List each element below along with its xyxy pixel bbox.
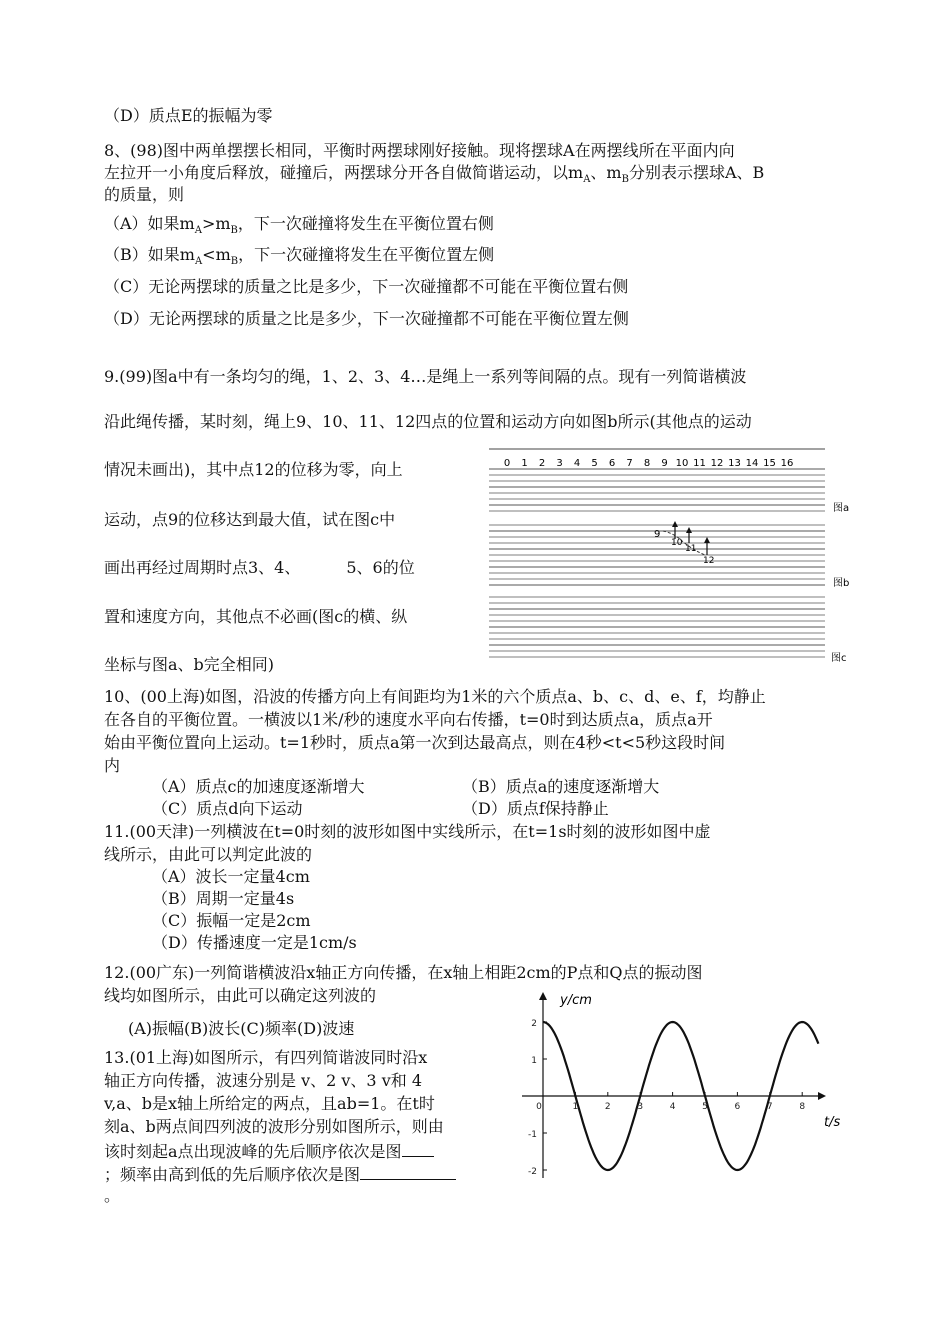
q11-option-a: （A）波长一定量4cm <box>152 867 310 886</box>
x-tick-label: 7 <box>766 1102 773 1112</box>
q10-option-d: （D）质点f保持静止 <box>462 799 609 818</box>
q11-line1: 11.(00天津)一列横波在t=0时刻的波形如图中实线所示，在t=1s时刻的波形如图中虚 <box>104 822 711 841</box>
rope-point-number: 14 <box>745 458 759 469</box>
rope-point-number: 6 <box>608 458 616 469</box>
vibration-graph <box>518 992 841 1182</box>
q9-line1: 9.(99)图a中有一条均匀的绳，1、2、3、4…是绳上一系列等间隔的点。现有一列简谐横波 <box>104 367 747 386</box>
q13-line2: 轴正方向传播，波速分别是 v、2 v、3 v和 4 <box>104 1071 423 1090</box>
rope-point-numbers <box>504 458 794 469</box>
y-tick-label: -1 <box>528 1130 537 1140</box>
x-axis-label: t/s <box>824 1115 841 1130</box>
arrowhead-11-icon <box>686 527 692 533</box>
y-tick-label: 2 <box>531 1019 537 1029</box>
q12-options: (A)振幅(B)波长(C)频率(D)波速 <box>128 1019 355 1038</box>
rope-point-number: 8 <box>643 458 651 469</box>
q13-line1: 13.(01上海)如图所示，有四列简谐波同时沿x <box>104 1048 428 1067</box>
y-tick-label: -2 <box>528 1167 537 1177</box>
rope-point-number: 3 <box>556 458 563 469</box>
arrowhead-12-icon <box>704 537 710 543</box>
arrowhead-10-icon <box>672 521 678 527</box>
rope-point-number: 1 <box>521 458 528 469</box>
q8-option-d: （D）无论两摆球的质量之比是多少，下一次碰撞都不可能在平衡位置左侧 <box>104 309 629 328</box>
q10-line1: 10、(00上海)如图，沿波的传播方向上有间距均为1米的六个质点a、b、c、d、e、f，均静止 <box>104 687 766 706</box>
x-tick-label: 0 <box>536 1102 542 1112</box>
q12-line2: 线均如图所示，由此可以确定这列波的 <box>104 986 377 1005</box>
x-tick-label: 2 <box>604 1102 611 1112</box>
fig-b-label-9: 9 <box>654 529 661 540</box>
q9-line3: 情况未画出)，其中点12的位移为零，向上 <box>104 460 403 479</box>
q10-option-a: （A）质点c的加速度逐渐增大 <box>152 777 365 796</box>
y-axis-arrow-icon <box>539 992 547 1000</box>
x-tick-label: 5 <box>702 1102 708 1112</box>
q10-option-b: （B）质点a的速度逐渐增大 <box>462 777 660 796</box>
q8-option-a: （A）如果$m_A>m_B$，下一次碰撞将发生在平衡位置右侧 <box>104 214 494 237</box>
rope-point-number: 5 <box>591 458 598 469</box>
q12-line1: 12.(00广东)一列简谐横波沿x轴正方向传播，在x轴上相距2cm的P点和Q点的振动图 <box>104 963 703 982</box>
q10-line2: 在各自的平衡位置。一横波以1米/秒的速度水平向右传播，t=0时到达质点a，质点a开 <box>104 710 713 729</box>
graph-ticks <box>528 1019 805 1177</box>
q9-rope-figure <box>485 445 865 667</box>
q10-line3: 始由平衡位置向上运动。t=1秒时，质点a第一次到达最高点，则在4秒<t<5秒这段时间 <box>104 733 726 752</box>
rope-point-number: 11 <box>693 458 706 469</box>
q9-line5: 画出再经过周期时点3、4、 5、6的位 <box>104 558 415 577</box>
rope-point-number: 4 <box>573 458 581 469</box>
y-tick-label: 1 <box>531 1056 537 1066</box>
rope-grid-lines <box>489 449 825 657</box>
fig-b-label-11: 11 <box>685 544 697 554</box>
x-tick-label: 3 <box>637 1102 644 1112</box>
fig-c-label: 图c <box>831 653 847 664</box>
rope-point-number: 16 <box>780 458 794 469</box>
q10-line4: 内 <box>104 756 121 775</box>
x-tick-label: 1 <box>572 1102 579 1112</box>
q13-line6: ；频率由高到低的先后顺序依次是图 <box>104 1163 456 1185</box>
y-axis-label: y/cm <box>560 993 592 1008</box>
q9-line6: 置和速度方向，其他点不必画(图c的横、纵 <box>104 607 408 626</box>
rope-point-number: 15 <box>763 458 776 469</box>
answer-blank-2[interactable] <box>360 1163 456 1180</box>
rope-point-number: 9 <box>661 458 668 469</box>
q10-option-c: （C）质点d向下运动 <box>152 799 303 818</box>
q13-line4: 刻a、b两点间四列波的波形分别如图所示，则由 <box>104 1117 444 1136</box>
fig-b-label-10: 10 <box>671 538 683 548</box>
x-axis-arrow-icon <box>818 1092 826 1100</box>
q8-stem-line1: 8、(98)图中两单摆摆长相同，平衡时两摆球刚好接触。现将摆球A在两摆线所在平面内向 <box>104 141 735 160</box>
q8-option-c: （C）无论两摆球的质量之比是多少，下一次碰撞都不可能在平衡位置右侧 <box>104 277 629 296</box>
rope-point-number: 13 <box>728 458 741 469</box>
fig-b-label-12: 12 <box>703 556 715 566</box>
q7-option-d: （D）质点E的振幅为零 <box>104 106 273 125</box>
q9-line4: 运动，点9的位移达到最大值，试在图c中 <box>104 510 396 529</box>
q13-line7: 。 <box>104 1186 121 1205</box>
q13-line3: v,a、b是x轴上所给定的两点，且ab=1。在t时 <box>104 1094 435 1113</box>
answer-blank-1[interactable] <box>402 1140 434 1157</box>
q8-stem-line3: 的质量，则 <box>104 185 185 204</box>
rope-point-number: 2 <box>538 458 546 469</box>
q8-option-b: （B）如果$m_A<m_B$，下一次碰撞将发生在平衡位置左侧 <box>104 245 495 268</box>
x-tick-label: 4 <box>669 1102 676 1112</box>
rope-point-number: 7 <box>626 458 633 469</box>
x-tick-label: 6 <box>734 1102 741 1112</box>
q11-line2: 线所示，由此可以判定此波的 <box>104 845 313 864</box>
q11-option-d: （D）传播速度一定是1cm/s <box>152 933 357 952</box>
q8-stem-line2: 左拉开一小角度后释放，碰撞后，两摆球分开各自做简谐运动，以$m_A$、$m_B$分别表示摆球A、B <box>104 163 765 186</box>
fig-a-label: 图a <box>833 503 850 514</box>
graph-axes <box>522 992 826 1178</box>
rope-point-number: 12 <box>710 458 724 469</box>
fig-b-label: 图b <box>833 578 850 589</box>
q11-option-c: （C）振幅一定是2cm <box>152 911 311 930</box>
q11-option-b: （B）周期一定量4s <box>152 889 295 908</box>
q9-line7: 坐标与图a、b完全相同) <box>104 655 275 674</box>
q9-line2: 沿此绳传播，某时刻，绳上9、10、11、12四点的位置和运动方向如图b所示(其他点的运动 <box>104 412 752 431</box>
x-tick-label: 8 <box>799 1102 806 1112</box>
q13-line5: 该时刻起a点出现波峰的先后顺序依次是图 <box>104 1140 434 1162</box>
rope-point-number: 0 <box>503 458 511 469</box>
rope-point-number: 10 <box>675 458 689 469</box>
